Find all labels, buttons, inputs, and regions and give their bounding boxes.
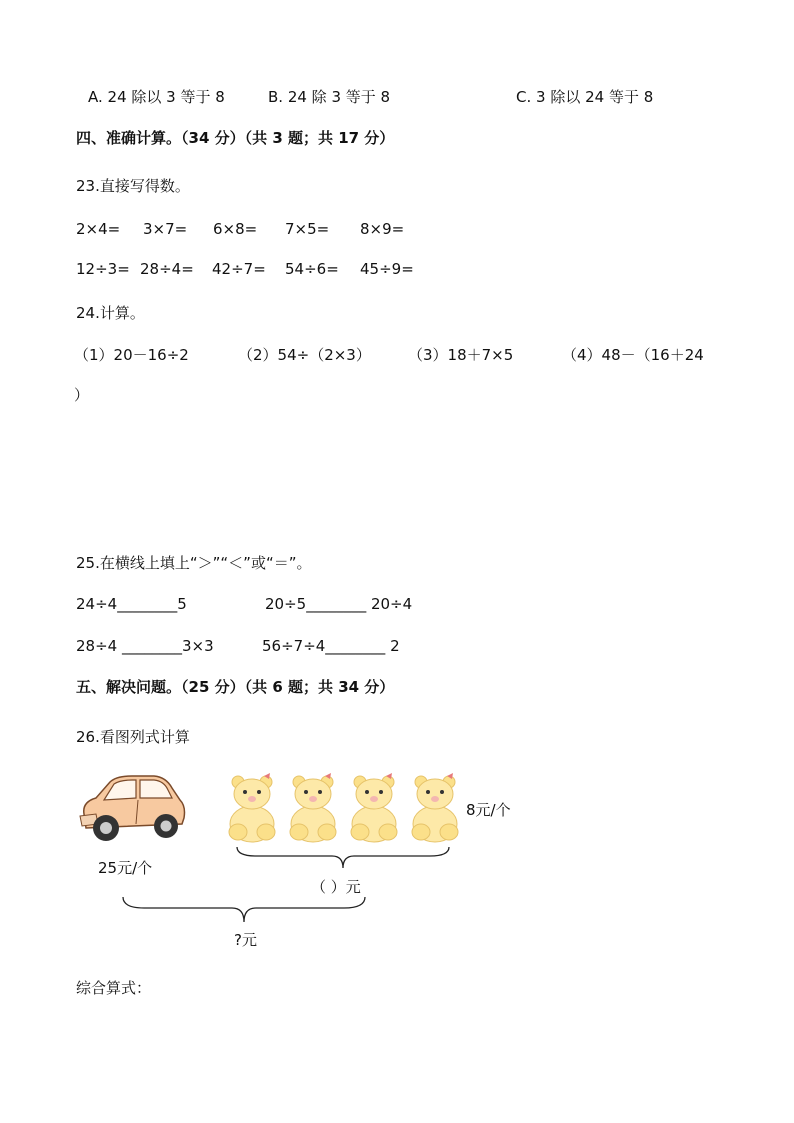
q23-expr: 6×8= (213, 220, 258, 238)
question-23-title: 23.直接写得数。 (76, 177, 190, 195)
q23-expr: 8×9= (360, 220, 405, 238)
q23-expr: 28÷4= (140, 260, 194, 278)
grand-total: ?元 (234, 931, 257, 949)
q24-item: （3）18＋7×5 (408, 346, 514, 364)
q23-expr: 3×7= (143, 220, 188, 238)
q23-expr: 45÷9= (360, 260, 414, 278)
q24-wrap: ） (74, 386, 90, 404)
q23-row-2 (0, 260, 794, 280)
option-a: A. 24 除以 3 等于 8 (88, 88, 225, 106)
q25-compare: 56÷7÷4________ 2 (262, 637, 400, 655)
q23-row-1 (0, 220, 794, 240)
section-heading-5: 五、解决问题。（25 分）（共 6 题；共 34 分） (76, 678, 395, 696)
question-25-title: 25.在横线上填上“＞”“＜”或“＝”。 (76, 554, 312, 572)
bears-total: （ ）元 (311, 878, 361, 896)
answer-label: 综合算式： (76, 979, 152, 997)
brace-bears (236, 846, 450, 874)
q23-expr: 7×5= (285, 220, 330, 238)
brace-total (122, 896, 366, 926)
q24-item: （2）54÷（2×3） (238, 346, 371, 364)
option-b: B. 24 除 3 等于 8 (268, 88, 391, 106)
option-c: C. 3 除以 24 等于 8 (516, 88, 654, 106)
q25-compare: 24÷4________5 (76, 595, 187, 613)
q25-compare: 28÷4 ________3×3 (76, 637, 214, 655)
car-price: 25元/个 (98, 859, 153, 877)
question-26-title: 26.看图列式计算 (76, 728, 190, 746)
bear-icons (222, 772, 466, 848)
section-heading-4: 四、准确计算。（34 分）（共 3 题；共 17 分） (76, 129, 395, 147)
q24-item: （4）48－（16＋24 (562, 346, 704, 364)
q23-expr: 42÷7= (212, 260, 266, 278)
question-24-title: 24.计算。 (76, 304, 145, 322)
q25-compare: 20÷5________ 20÷4 (265, 595, 413, 613)
q23-expr: 54÷6= (285, 260, 339, 278)
q23-expr: 12÷3= (76, 260, 130, 278)
car-icon (76, 772, 188, 846)
q24-item: （1）20－16÷2 (74, 346, 189, 364)
q24-row (0, 344, 794, 364)
q23-expr: 2×4= (76, 220, 121, 238)
bear-price: 8元/个 (466, 801, 511, 819)
